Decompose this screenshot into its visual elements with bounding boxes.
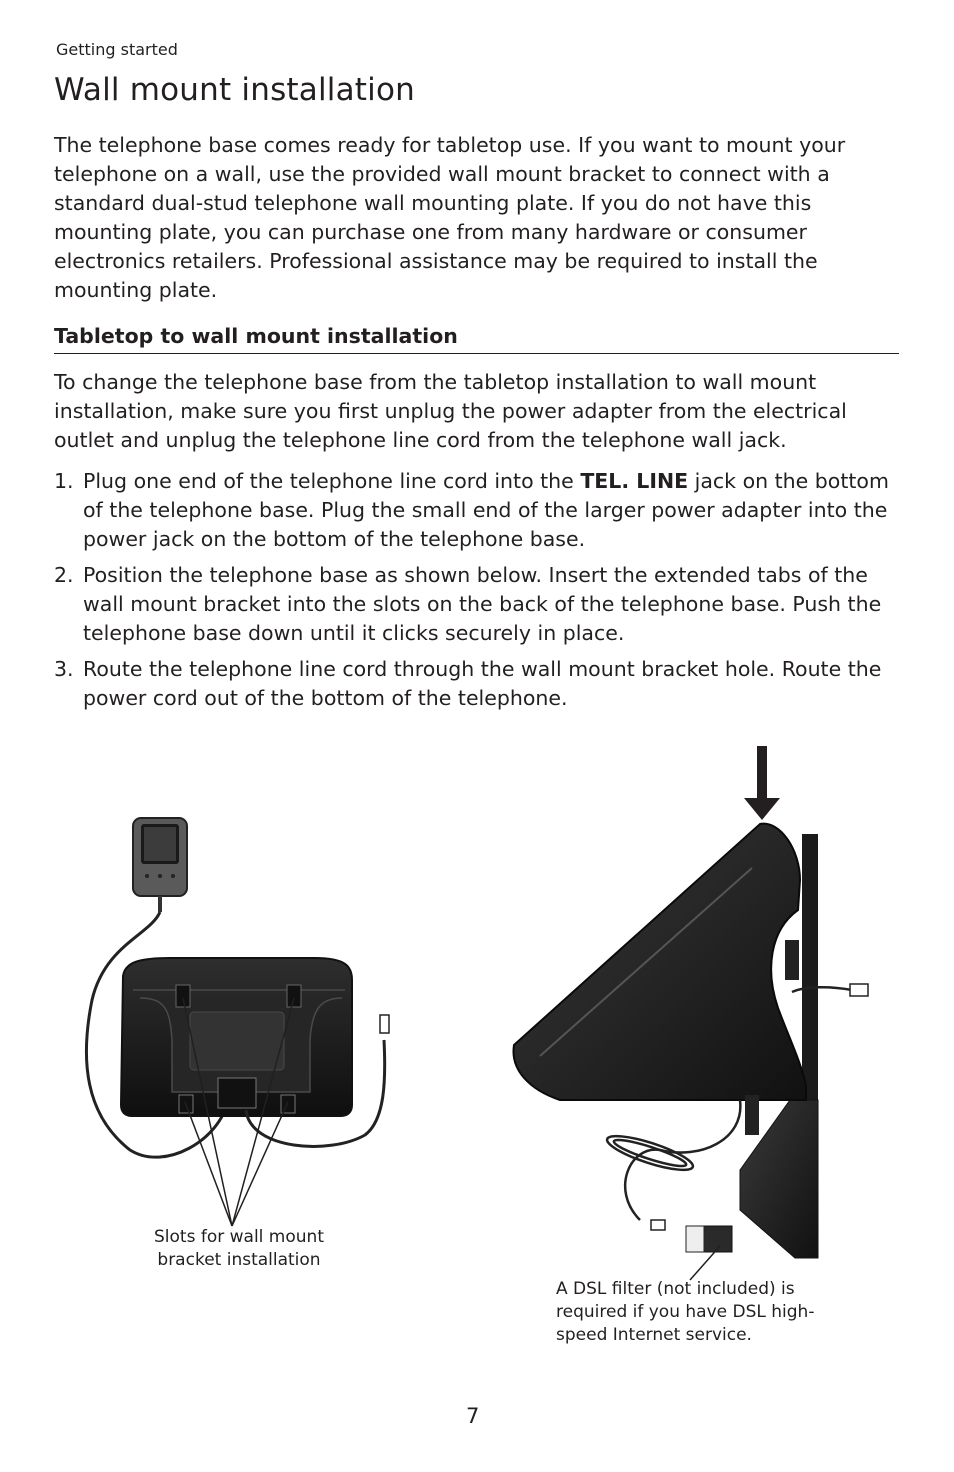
step-item	[54, 561, 899, 648]
dsl-filter	[686, 1226, 732, 1280]
step-text: Plug one end of the telephone line cord into the TEL. LINE jack on the bottom of the telephone base. Plug the small end of the larger power adapter into the power jack on the bottom of the telephone base.	[83, 469, 889, 551]
page-number: 7	[466, 1404, 480, 1428]
subsection-heading: Tabletop to wall mount installation	[54, 324, 899, 354]
section-label: Getting started	[56, 40, 178, 59]
step-item	[54, 467, 899, 554]
power-adapter	[133, 818, 187, 912]
installation-steps	[54, 467, 899, 720]
step-text: Position the telephone base as shown below. Insert the extended tabs of the wall mount bracket into the slots on the back of the telephone base. Push the telephone base down until it clicks securely in place.	[83, 563, 882, 645]
caption-dsl-filter: A DSL filter (not included) is required if you have DSL high- speed Internet service.	[556, 1279, 815, 1345]
step-number: 1.	[54, 469, 74, 493]
page-title: Wall mount installation	[54, 72, 415, 108]
intro-paragraph: The telephone base comes ready for tabletop use. If you want to mount your telephone on a wall, use the provided wall mount bracket to connect with a standard dual-stud telephone wall mounting plate. If you do not have this mounting plate, you can purchase one from many hardware or consumer electronics retailers. Professional assistance may be required to install the mounting plate.	[54, 133, 846, 302]
wall-mount-side-view	[513, 746, 868, 1280]
caption-slots: Slots for wall mount bracket installation	[154, 1227, 324, 1270]
step-number: 3.	[54, 657, 74, 681]
subsection-intro: To change the telephone base from the tabletop installation to wall mount installation, make sure you first unplug the power adapter from the electrical outlet and unplug the telephone line cord from the telephone wall jack.	[54, 370, 847, 452]
tel-line-label: TEL. LINE	[580, 469, 689, 493]
step-item	[54, 655, 899, 713]
step-number: 2.	[54, 563, 74, 587]
step-text: Route the telephone line cord through the wall mount bracket hole. Route the power cord out of the bottom of the telephone.	[83, 657, 882, 710]
base-back-view	[86, 818, 389, 1226]
push-down-arrow	[744, 746, 780, 820]
